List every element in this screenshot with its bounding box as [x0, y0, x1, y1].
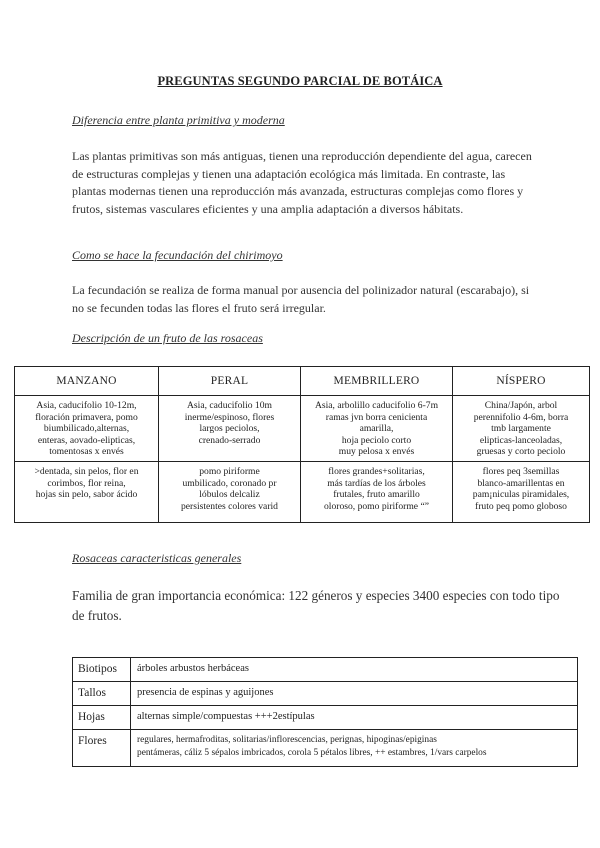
cell-line: biumbilicado,alternas, — [43, 423, 130, 435]
cell-line: pomo piriforme — [199, 465, 260, 477]
cell-line: muy pelosa x envés — [338, 446, 415, 458]
row-value-tallos: presencia de espinas y aguijones — [131, 682, 578, 706]
column-header-manzano: MANZANO — [15, 367, 159, 396]
cell-line: Asia, caducifolio 10m — [187, 400, 272, 411]
table-row — [73, 658, 578, 682]
cell-line: umbilicado, coronado pr — [182, 477, 277, 489]
cell-line: amarilla, — [359, 423, 394, 435]
column-header-membrillero: MEMBRILLERO — [301, 367, 453, 396]
cell-line: flores grandes+solitarias, — [328, 465, 425, 477]
fruit-description-table — [14, 366, 590, 523]
cell-line: más tardías de los árboles — [327, 477, 426, 489]
document-title: PREGUNTAS SEGUNDO PARCIAL DE BOTÁICA — [157, 74, 443, 88]
cell-line: Asia, caducifolio 10-12m, — [36, 400, 137, 411]
section-heading-rosaceas-general: Rosaceas caracteristicas generales — [72, 551, 242, 565]
table-row — [73, 682, 578, 706]
section-heading-chirimoyo: Como se hace la fecundación del chirimoyo — [72, 248, 283, 262]
row-value-hojas: alternas simple/compuestas +++2estípulas — [131, 706, 578, 730]
cell-line: floración primavera, pomo — [35, 411, 138, 423]
cell-line: hoja peciolo corto — [341, 434, 412, 446]
cell-line: pentámeras, cáliz 5 sépalos imbricados, corola 5 pétalos libres, ++ estambres, 1/vars carpelos — [137, 748, 487, 758]
row-value-flores — [131, 730, 578, 767]
column-header-nispero: NÍSPERO — [453, 367, 590, 396]
cell-line: largos peciolos, — [199, 423, 260, 435]
cell-line: blanco-amarillentas en — [477, 477, 565, 489]
table-cell — [15, 461, 159, 522]
table-cell — [301, 396, 453, 462]
cell-line: frutales, fruto amarillo — [333, 489, 420, 501]
cell-line: ramas jvn borra cenicienta — [325, 411, 428, 423]
cell-line: oloroso, pomo piriforme “” — [324, 500, 429, 512]
table-cell — [301, 461, 453, 522]
table-row — [73, 706, 578, 730]
table-cell — [453, 396, 590, 462]
row-label-hojas: Hojas — [73, 706, 131, 730]
cell-line: enteras, aovado-elipticas, — [37, 434, 136, 446]
cell-line: Asia, arbolillo caducifolio 6-7m — [314, 400, 439, 411]
cell-line: crenado-serrado — [198, 434, 261, 446]
table-header-row — [15, 367, 590, 396]
section-body-plant-difference: Las plantas primitivas son más antiguas, tienen una reproducción dependiente del agua, carecen de estructuras complejas y tienen una adaptación ecológica más limitada. En contraste, las plantas modernas tienen una reproducción más avanzada, estructuras complejas como flores y frutos, sistemas vasculares eficientes y una amplia adaptación a diversos hábitats. — [72, 149, 532, 216]
cell-line: regulares, hermafroditas, solitarias/inflorescencias, perignas, hipoginas/epiginas — [137, 735, 437, 745]
cell-line: hojas sin pelo, sabor ácido — [35, 489, 138, 501]
cell-line: fruto peq pomo globoso — [475, 500, 567, 512]
column-header-peral: PERAL — [159, 367, 301, 396]
section-heading-rosaceas-fruit: Descripción de un fruto de las rosaceas — [72, 331, 263, 345]
row-label-biotipos: Biotipos — [73, 658, 131, 682]
cell-line: pam¡niculas piramidales, — [472, 489, 570, 501]
cell-line: corimbos, flor reina, — [47, 477, 126, 489]
table-row — [15, 461, 590, 522]
row-label-tallos: Tallos — [73, 682, 131, 706]
characteristics-table — [72, 657, 578, 767]
cell-line: flores peq 3semillas — [482, 465, 560, 477]
section-body-chirimoyo: La fecundación se realiza de forma manual por ausencia del polinizador natural (escarabajo), si no se fecunden todas las flores el fruto será irregular. — [72, 283, 530, 315]
table-cell — [15, 396, 159, 462]
cell-line: tomentosas x envés — [49, 446, 124, 458]
section-body-rosaceas-general: Familia de gran importancia económica: 122 géneros y especies 3400 especies con todo tipo de frutos. — [72, 588, 560, 623]
cell-line: inerme/espinoso, flores — [184, 411, 275, 423]
table-row — [73, 730, 578, 767]
cell-line: China/Japón, arbol — [484, 400, 558, 411]
cell-line: tmb largamente — [491, 423, 551, 435]
cell-line: perennifolio 4-6m, borra — [473, 411, 569, 423]
section-heading-plant-difference: Diferencia entre planta primitiva y moderna — [72, 113, 285, 127]
cell-line: gruesas y corto peciolo — [476, 446, 566, 458]
row-value-biotipos: árboles arbustos herbáceas — [131, 658, 578, 682]
cell-line: lóbulos delcaliz — [199, 489, 260, 501]
table-cell — [453, 461, 590, 522]
cell-line: elipticas-lanceoladas, — [479, 434, 563, 446]
table-row — [15, 396, 590, 462]
cell-line: >dentada, sin pelos, flor en — [34, 465, 139, 477]
row-label-flores: Flores — [73, 730, 131, 767]
table-cell — [159, 461, 301, 522]
cell-line: persistentes colores varid — [181, 500, 278, 512]
table-cell — [159, 396, 301, 462]
